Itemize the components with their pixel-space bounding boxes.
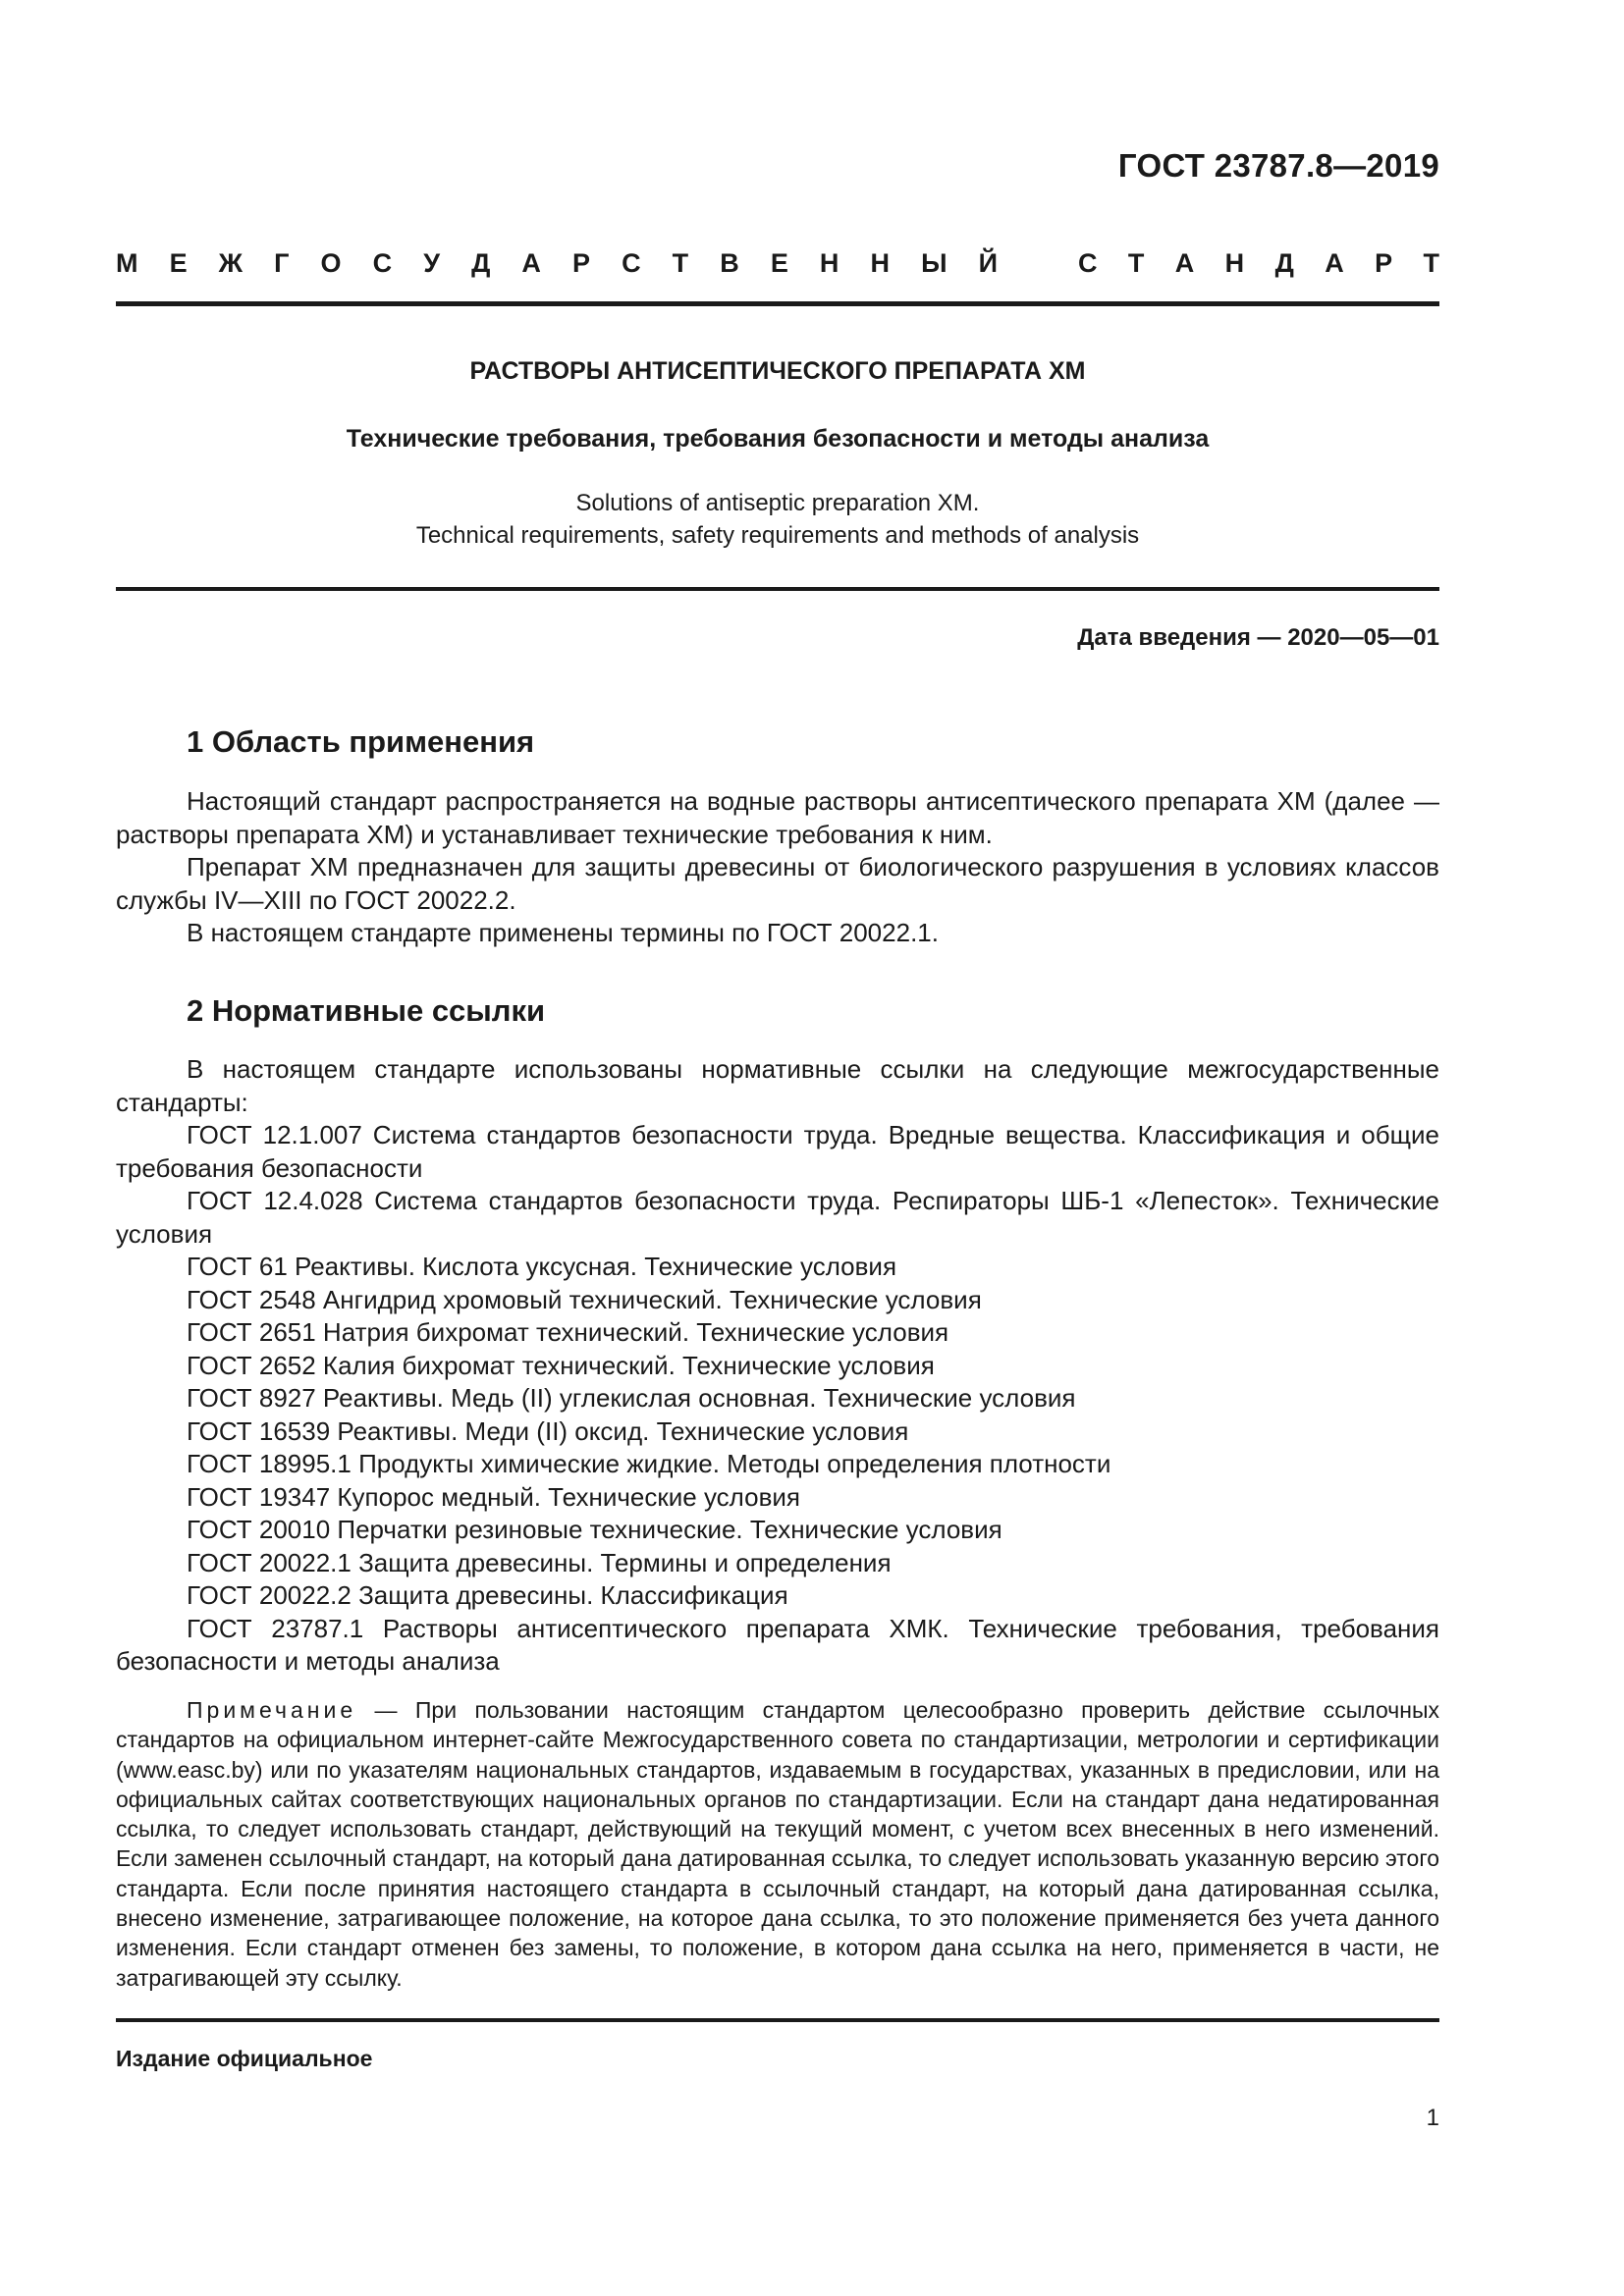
footer-rule	[116, 2018, 1439, 2022]
band-letter: С	[622, 248, 641, 278]
standard-number: ГОСТ 23787.8—2019	[1117, 147, 1439, 184]
band-letter: Е	[169, 248, 188, 278]
title-en-line1: Solutions of antiseptic preparation XM.	[575, 490, 980, 516]
reference-item: ГОСТ 18995.1 Продукты химические жидкие. Методы определения плотности	[187, 1449, 1111, 1478]
introduction-date: Дата введения — 2020—05—01	[1077, 624, 1439, 651]
band-letter: Ы	[921, 248, 947, 278]
note-block	[116, 1695, 1439, 1993]
paragraph: В настоящем стандарте использованы нормативные ссылки на следующие межгосударственные стандарты:	[116, 1054, 1439, 1117]
reference-item: ГОСТ 8927 Реактивы. Медь (II) углекислая основная. Технические условия	[187, 1383, 1076, 1413]
title-en-line2: Technical requirements, safety requirements and methods of analysis	[415, 522, 1140, 549]
note-label: Примечание	[187, 1697, 357, 1723]
band-letter: Н	[1224, 248, 1245, 278]
band-letter: В	[720, 248, 739, 278]
band-letter: А	[1325, 248, 1344, 278]
band-letter: Р	[572, 248, 591, 278]
reference-item: ГОСТ 12.4.028 Система стандартов безопасности труда. Респираторы ШБ-1 «Лепесток». Технические условия	[116, 1186, 1439, 1249]
reference-item: ГОСТ 61 Реактивы. Кислота уксусная. Технические условия	[187, 1252, 897, 1281]
band-word-interstate	[116, 248, 998, 279]
band-letter: Р	[1375, 248, 1393, 278]
band-letter: Н	[870, 248, 890, 278]
reference-item: ГОСТ 19347 Купорос медный. Технические условия	[187, 1481, 800, 1512]
band-letter: М	[116, 248, 138, 278]
band-letter: Е	[770, 248, 788, 278]
reference-item: ГОСТ 23787.1 Растворы антисептического препарата ХМК. Технические требования, требования безопасности и методы анализа	[116, 1613, 1439, 1676]
paragraph: В настоящем стандарте применены термины по ГОСТ 20022.1.	[187, 918, 939, 947]
band-letter: А	[1174, 248, 1195, 278]
band-letter: С	[372, 248, 393, 278]
header-rule	[116, 301, 1439, 306]
reference-item: ГОСТ 2651 Натрия бихромат технический. Технические условия	[187, 1317, 949, 1347]
page-number: 1	[1426, 2105, 1439, 2131]
section-1-body	[116, 785, 1439, 950]
band-letter: О	[320, 248, 342, 278]
band-letter: Д	[1274, 248, 1294, 278]
band-letter: Т	[672, 248, 689, 278]
reference-item: ГОСТ 2548 Ангидрид хромовый технический. Технические условия	[187, 1284, 982, 1314]
band-letter: Т	[1423, 248, 1439, 278]
standard-type-band	[116, 248, 1439, 279]
reference-item: ГОСТ 20022.1 Защита древесины. Термины и определения	[187, 1547, 892, 1577]
note-text: — При пользовании настоящим стандартом целесообразно проверить действие ссылочных стандартов на официальном интернет-сайте Межгосударственного совета по стандартизации, метрологии и сертификации (www.easc.by) или по указателям национальных стандартов, издаваемым в государствах, указанных в предисловии, или на официальных сайтах соответствующих национальных органов по стандартизации. Если на стандарт дана недатированная ссылка, то следует использовать стандарт, действующий на текущий момент, с учетом всех внесенных в него изменений. Если заменен ссылочный стандарт, на который дана датированная ссылка, то следует использовать указанную версию этого стандарта. Если после принятия настоящего стандарта в ссылочный стандарт, на который дана датированная ссылка, внесено изменение, затрагивающее положение, на которое дана ссылка, то это положение применяется без учета данного изменения. Если стандарт отменен без замены, то положение, в котором дана ссылка на него, применяется в части, не затрагивающей эту ссылку.	[116, 1697, 1440, 1991]
title-rule	[116, 587, 1439, 591]
section-1-title: 1 Область применения	[187, 724, 535, 759]
section-2-body	[116, 1053, 1439, 1679]
band-letter: Й	[978, 248, 998, 278]
document-title: РАСТВОРЫ АНТИСЕПТИЧЕСКОГО ПРЕПАРАТА ХМ	[469, 357, 1086, 385]
document-title-english	[116, 487, 1439, 552]
reference-item: ГОСТ 20022.2 Защита древесины. Классификация	[187, 1580, 788, 1610]
document-subtitle: Технические требования, требования безопасности и методы анализа	[346, 425, 1210, 453]
section-2-title: 2 Нормативные ссылки	[187, 993, 546, 1028]
band-letter: Г	[274, 248, 290, 278]
reference-item: ГОСТ 20010 Перчатки резиновые технические. Технические условия	[187, 1515, 1002, 1544]
paragraph: Препарат ХМ предназначен для защиты древесины от биологического разрушения в условиях классов службы IV—XIII по ГОСТ 20022.2.	[116, 852, 1439, 915]
band-letter: Д	[471, 248, 491, 278]
reference-item: ГОСТ 2652 Калия бихромат технический. Технические условия	[187, 1350, 935, 1380]
reference-item: ГОСТ 16539 Реактивы. Меди (II) оксид. Технические условия	[187, 1415, 909, 1446]
band-letter: Т	[1127, 248, 1145, 278]
band-letter: С	[1078, 248, 1098, 278]
band-letter: А	[521, 248, 541, 278]
paragraph: Настоящий стандарт распространяется на водные растворы антисептического препарата ХМ (далее — растворы препарата ХМ) и устанавливает технические требования к ним.	[116, 786, 1439, 849]
band-letter: У	[423, 248, 441, 278]
band-word-standard	[1078, 248, 1439, 279]
band-letter: Н	[819, 248, 839, 278]
edition-label: Издание официальное	[116, 2046, 373, 2071]
band-letter: Ж	[218, 248, 244, 278]
reference-item: ГОСТ 12.1.007 Система стандартов безопасности труда. Вредные вещества. Классификация и общие требования безопасности	[116, 1120, 1439, 1183]
